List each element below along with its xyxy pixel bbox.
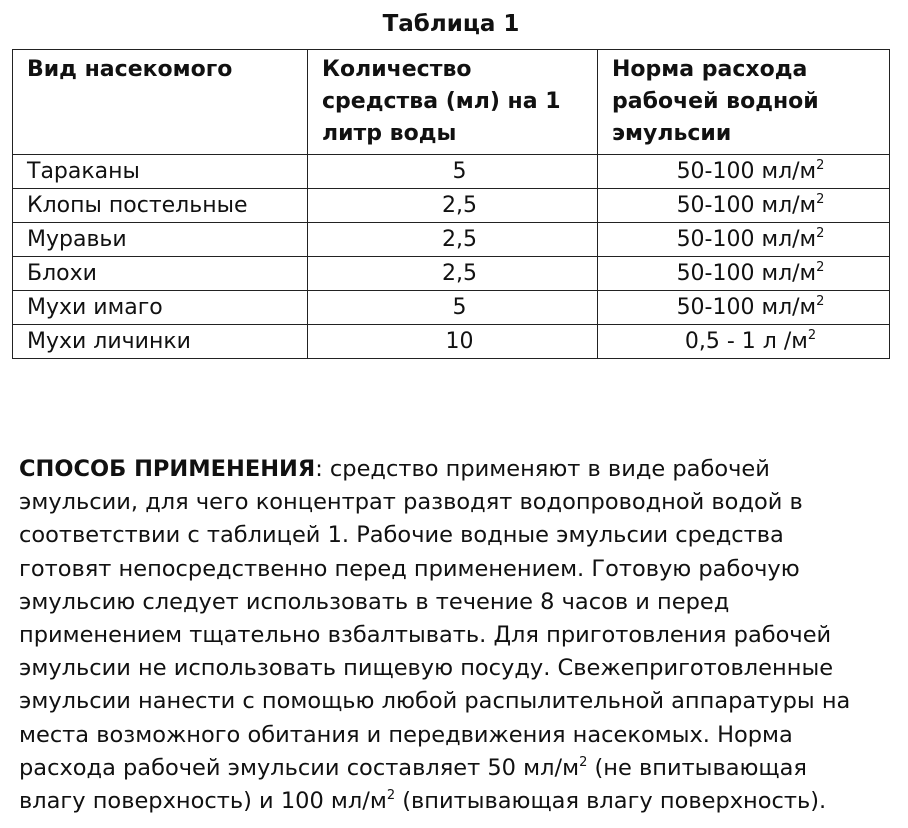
table-header-row xyxy=(13,50,890,155)
cell-rate xyxy=(598,155,890,189)
rate-value: 50-100 мл/м xyxy=(676,261,817,286)
unit-superscript: 2 xyxy=(816,294,825,309)
paragraph-line: места возможного обитания и передвижения насекомых. Норма xyxy=(19,721,793,748)
unit-superscript: 2 xyxy=(386,787,396,803)
application-method-paragraph xyxy=(19,453,904,818)
unit-superscript: 2 xyxy=(807,328,817,343)
paragraph-text: расхода рабочей эмульсии составляет 50 мл/м xyxy=(19,754,580,781)
cell-insect: Муравьи xyxy=(13,223,308,257)
table-row xyxy=(13,189,890,223)
rate-value: 50-100 мл/м xyxy=(676,295,817,320)
cell-insect: Блохи xyxy=(13,257,308,291)
header-rate-line: Норма расхода xyxy=(612,57,808,82)
header-insect-type xyxy=(13,50,308,155)
cell-insect: Мухи личинки xyxy=(13,325,308,359)
cell-insect: Мухи имаго xyxy=(13,291,308,325)
paragraph-line: эмульсию следует использовать в течение 8 часов и перед xyxy=(19,588,730,615)
unit-superscript: 2 xyxy=(579,754,588,770)
header-rate-line: рабочей водной xyxy=(612,89,819,114)
header-consumption-rate xyxy=(598,50,890,155)
paragraph-line xyxy=(19,453,904,486)
cell-amount: 2,5 xyxy=(308,257,598,291)
cell-rate xyxy=(598,325,890,359)
cell-amount: 10 xyxy=(308,325,598,359)
paragraph-line: эмульсии нанести с помощью любой распылительной аппаратуры на xyxy=(19,688,851,715)
unit-superscript: 2 xyxy=(816,260,825,275)
header-insect-type-text: Вид насекомого xyxy=(27,57,233,82)
table-row xyxy=(13,325,890,359)
paragraph-text: : средство применяют в виде рабочей xyxy=(315,456,770,482)
table-row xyxy=(13,155,890,189)
dosage-table xyxy=(12,49,890,359)
paragraph-line: эмульсии не использовать пищевую посуду. Свежеприготовленные xyxy=(19,655,834,682)
cell-amount: 2,5 xyxy=(308,223,598,257)
cell-insect: Тараканы xyxy=(13,155,308,189)
cell-amount: 2,5 xyxy=(308,189,598,223)
paragraph-text: влагу поверхность) и 100 мл/м xyxy=(19,787,387,814)
table-row xyxy=(13,223,890,257)
paragraph-text: (не впитывающая xyxy=(587,754,807,781)
cell-amount: 5 xyxy=(308,155,598,189)
method-heading: СПОСОБ ПРИМЕНЕНИЯ xyxy=(19,456,316,482)
rate-value: 50-100 мл/м xyxy=(676,159,817,184)
header-amount-line: Количество xyxy=(322,57,472,82)
paragraph-line: применением тщательно взбалтывать. Для приготовления рабочей xyxy=(19,621,832,648)
unit-superscript: 2 xyxy=(816,226,825,241)
cell-rate xyxy=(598,223,890,257)
paragraph-line xyxy=(19,752,904,785)
header-amount xyxy=(308,50,598,155)
paragraph-line xyxy=(19,785,904,818)
rate-value: 0,5 - 1 л /м xyxy=(684,329,808,354)
table-row xyxy=(13,291,890,325)
unit-superscript: 2 xyxy=(816,158,825,173)
header-amount-line: средства (мл) на 1 xyxy=(322,89,561,114)
rate-value: 50-100 мл/м xyxy=(676,227,817,252)
paragraph-line: готовят непосредственно перед применением. Готовую рабочую xyxy=(19,555,800,582)
cell-insect: Клопы постельные xyxy=(13,189,308,223)
cell-rate xyxy=(598,189,890,223)
header-amount-line: литр воды xyxy=(322,121,457,146)
rate-value: 50-100 мл/м xyxy=(676,193,817,218)
unit-superscript: 2 xyxy=(816,192,825,207)
paragraph-line: соответствии с таблицей 1. Рабочие водные эмульсии средства xyxy=(19,522,784,549)
cell-rate xyxy=(598,257,890,291)
table-row xyxy=(13,257,890,291)
cell-amount: 5 xyxy=(308,291,598,325)
paragraph-text: (впитывающая влагу поверхность). xyxy=(395,787,827,814)
header-rate-line: эмульсии xyxy=(612,121,732,146)
table-title: Таблица 1 xyxy=(382,11,520,37)
cell-rate xyxy=(598,291,890,325)
paragraph-line: эмульсии, для чего концентрат разводят водопроводной водой в xyxy=(19,489,803,516)
